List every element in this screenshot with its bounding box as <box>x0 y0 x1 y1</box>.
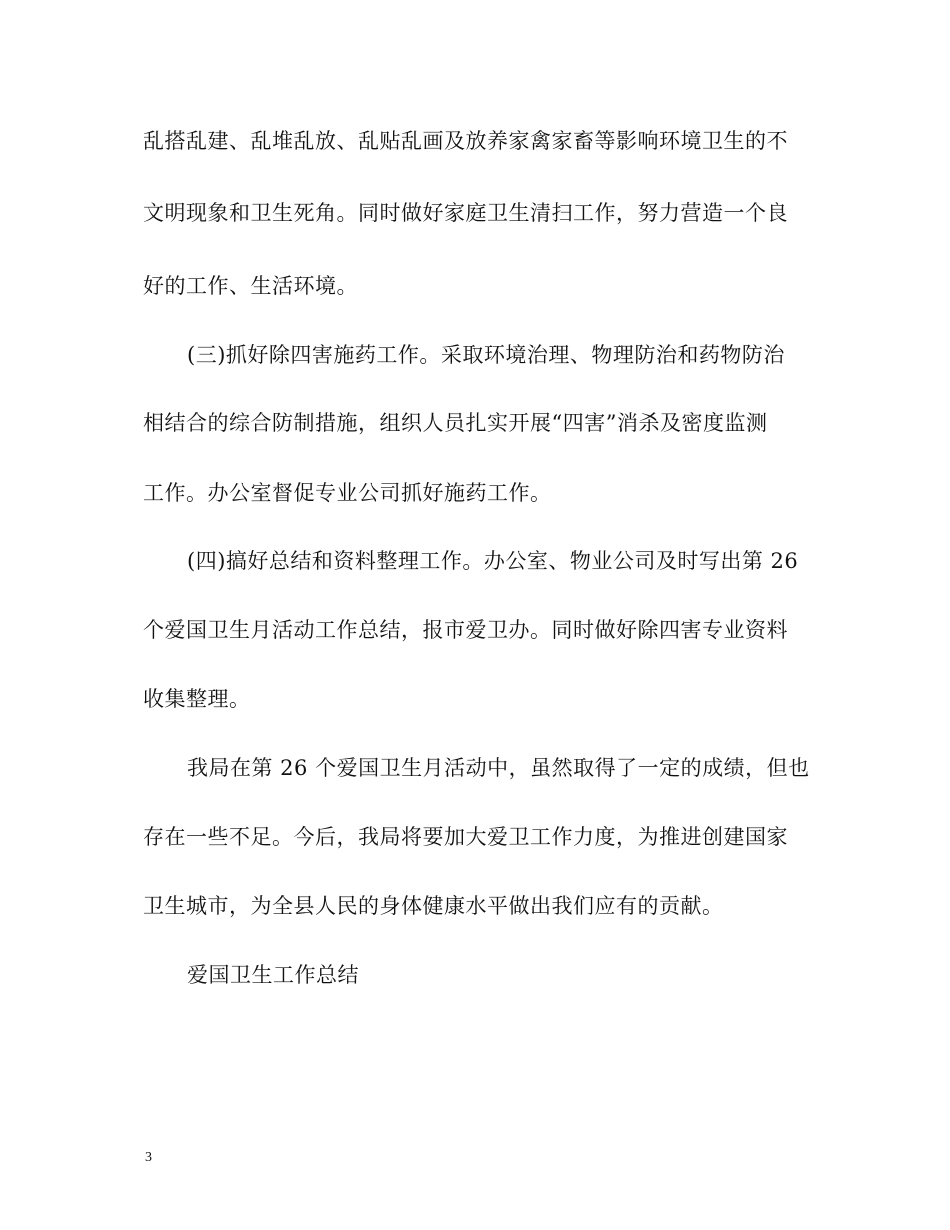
paragraph-line: 好的工作、生活环境。 <box>143 274 358 298</box>
paragraph-line: 文明现象和卫生死角。同时做好家庭卫生清扫工作，努力营造一个良 <box>143 201 788 225</box>
paragraph-line: 个爱国卫生月活动工作总结，报市爱卫办。同时做好除四害专业资料 <box>143 618 788 642</box>
paragraph-line: 收集整理。 <box>143 687 251 711</box>
paragraph-line: 工作。办公室督促专业公司抓好施药工作。 <box>143 481 552 505</box>
paragraph-line: (三)抓好除四害施药工作。采取环境治理、物理防治和药物防治 <box>187 343 785 367</box>
paragraph-line: 卫生城市，为全县人民的身体健康水平做出我们应有的贡献。 <box>143 894 724 918</box>
paragraph-line: (四)搞好总结和资料整理工作。办公室、物业公司及时写出第 26 <box>187 549 799 573</box>
paragraph-line: 相结合的综合防制措施，组织人员扎实开展“四害”消杀及密度监测 <box>143 411 768 435</box>
paragraph-line: 存在一些不足。今后，我局将要加大爱卫工作力度，为推进创建国家 <box>143 825 788 849</box>
section-heading: 爱国卫生工作总结 <box>187 963 359 987</box>
page-number: 3 <box>145 1150 152 1165</box>
paragraph-line: 乱搭乱建、乱堆乱放、乱贴乱画及放养家禽家畜等影响环境卫生的不 <box>143 129 788 153</box>
paragraph-line: 我局在第 26 个爱国卫生月活动中，虽然取得了一定的成绩，但也 <box>187 756 810 780</box>
